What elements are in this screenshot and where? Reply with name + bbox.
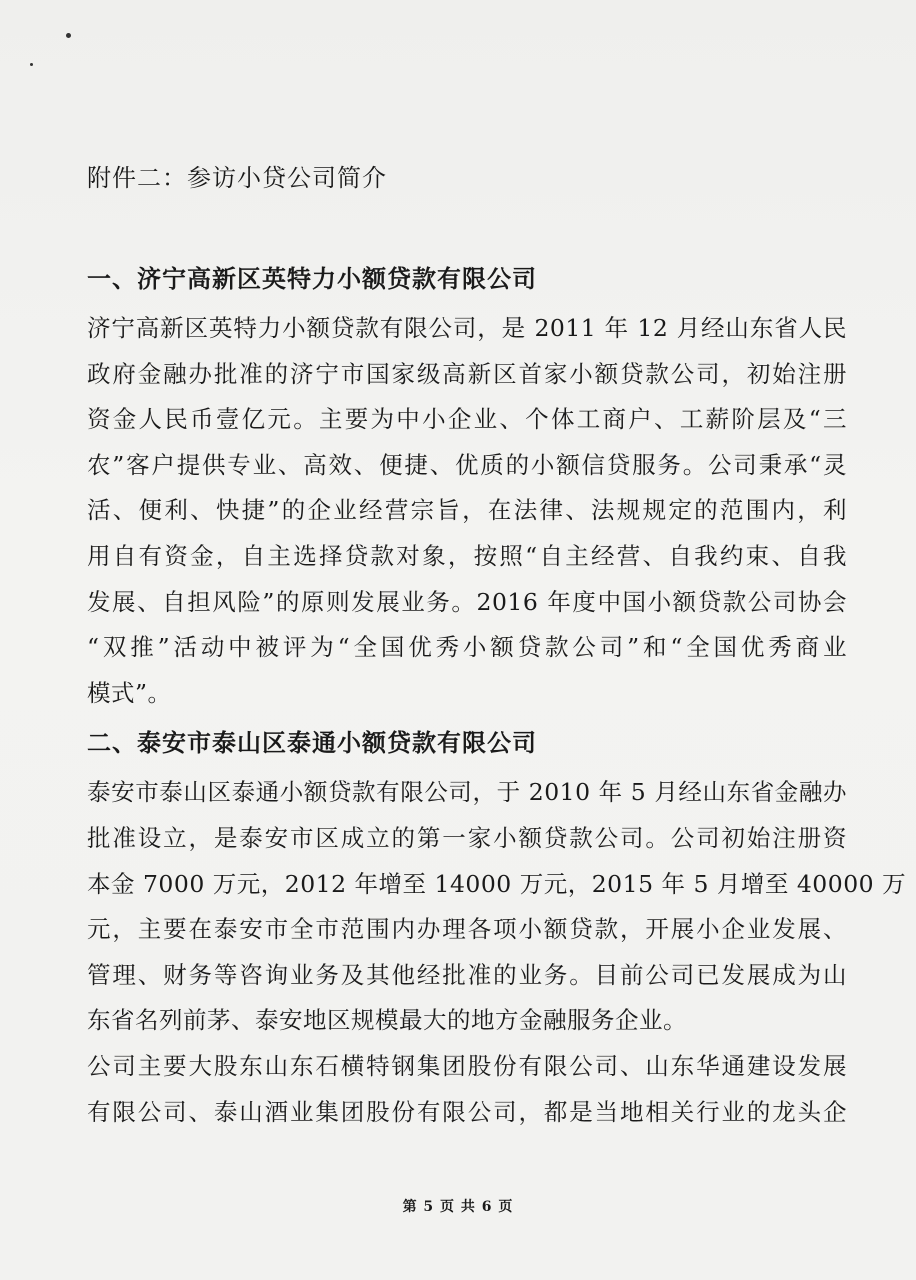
scan-speck [30,63,33,66]
paragraph-line: 用自有资金，自主选择贷款对象，按照“自主经营、自我约束、自我 [87,541,847,570]
paragraph-line: 东省名列前茅、泰安地区规模最大的地方金融服务企业。 [87,1006,687,1035]
paragraph-line: 资金人民币壹亿元。主要为中小企业、个体工商户、工薪阶层及“三 [87,405,847,434]
scan-speck [66,33,71,38]
section-1-paragraph [87,306,847,716]
paragraph-line: 管理、财务等咨询业务及其他经批准的业务。目前公司已发展成为山 [87,960,847,989]
section-heading-1: 一、济宁高新区英特力小额贷款有限公司 [87,264,537,293]
section-2-paragraph-1 [87,770,907,1044]
section-2-paragraph-2 [87,1044,847,1135]
paragraph-line: 济宁高新区英特力小额贷款有限公司，是 2011 年 12 月经山东省人民 [87,314,847,342]
page-number-footer: 第 5 页 共 6 页 [402,1199,514,1215]
attachment-title: 附件二：参访小贷公司简介 [87,164,387,192]
paragraph-line: 泰安市泰山区泰通小额贷款有限公司，于 2010 年 5 月经山东省金融办 [87,778,847,807]
paragraph-line: 有限公司、泰山酒业集团股份有限公司，都是当地相关行业的龙头企 [87,1097,847,1126]
paragraph-line: 批准设立，是泰安市区成立的第一家小额贷款公司。公司初始注册资 [87,823,847,852]
paragraph-line: 本金 7000 万元，2012 年增至 14000 万元，2015 年 5 月增至 40000 万 [87,869,907,898]
paragraph-line: 政府金融办批准的济宁市国家级高新区首家小额贷款公司，初始注册 [87,359,847,388]
paragraph-line: 农”客户提供专业、高效、便捷、优质的小额信贷服务。公司秉承“灵 [87,450,847,479]
document-body [87,156,907,1135]
paragraph-line: 活、便利、快捷”的企业经营宗旨，在法律、法规规定的范围内，利 [87,496,847,525]
paragraph-line: 元，主要在泰安市全市范围内办理各项小额贷款，开展小企业发展、 [87,915,847,944]
section-heading-2: 二、泰安市泰山区泰通小额贷款有限公司 [87,728,537,758]
paragraph-line: 发展、自担风险”的原则发展业务。2016 年度中国小额贷款公司协会 [87,587,847,616]
paragraph-line: 模式”。 [87,678,172,707]
paragraph-line: 公司主要大股东山东石横特钢集团股份有限公司、山东华通建设发展 [87,1051,847,1080]
paragraph-line: “双推”活动中被评为“全国优秀小额贷款公司”和“全国优秀商业 [87,633,847,662]
